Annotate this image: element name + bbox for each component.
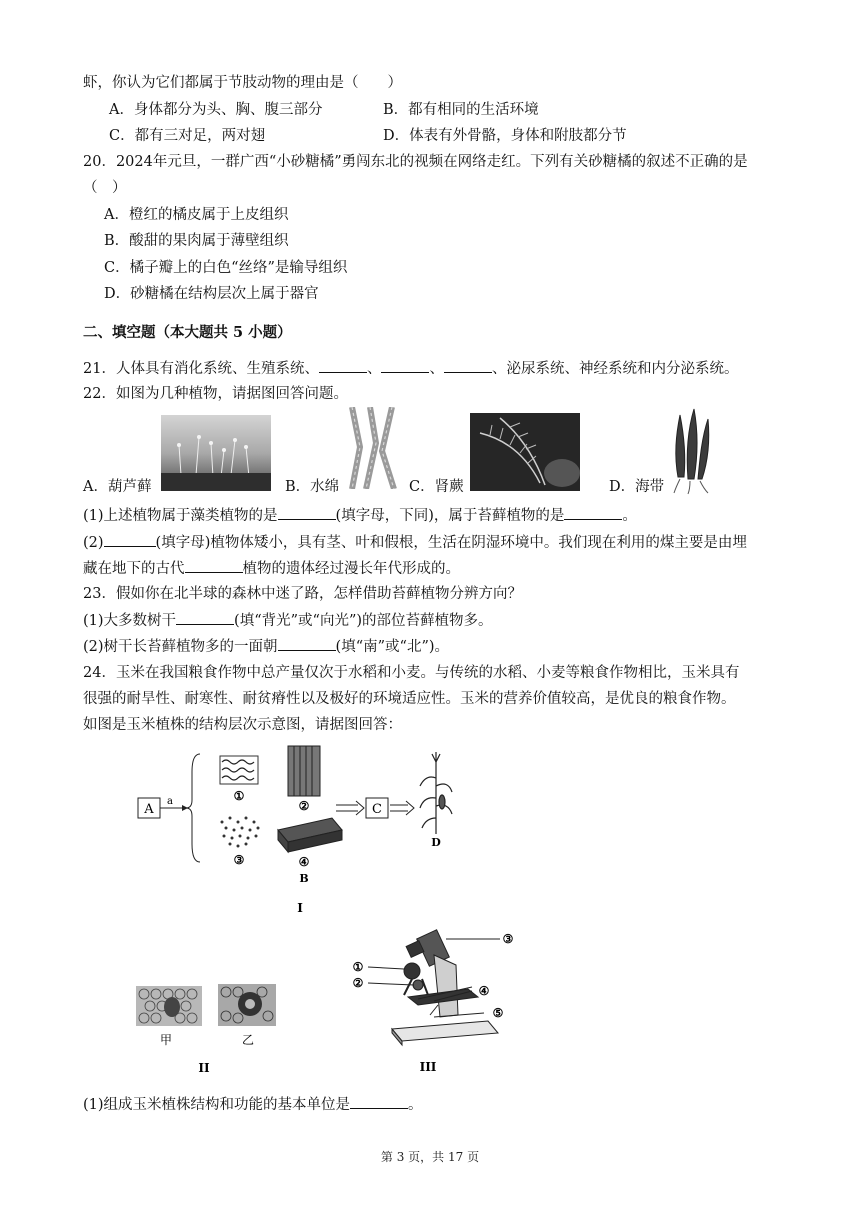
q22-sub1-text-3: 。 xyxy=(622,508,637,524)
q21-text-2: 、泌尿系统、神经系统和内分泌系统。 xyxy=(491,361,739,377)
page-footer: 第 3 页，共 17 页 xyxy=(380,1150,480,1164)
q22-sub1 xyxy=(83,505,637,526)
arrow-a-label: a xyxy=(167,796,173,807)
fig1-num-4: ④ xyxy=(298,855,310,869)
figure-1-structure-levels xyxy=(130,742,470,917)
q23-sub2-text-1: (2)树干长苔藓植物多的一面朝 xyxy=(83,639,278,655)
q21-blank-3[interactable] xyxy=(444,358,492,373)
q20-option-c: C．橘子瓣上的白色“丝络”是输导组织 xyxy=(104,260,348,276)
fig3-num-2: ② xyxy=(352,976,364,990)
q19-option-b: B．都有相同的生活环境 xyxy=(383,102,539,118)
pointer-2 xyxy=(368,983,414,985)
q19-option-d: D．体表有外骨骼，身体和附肢都分节 xyxy=(383,128,627,144)
fig1-label-d: D xyxy=(431,836,441,849)
q24-sub1-blank[interactable] xyxy=(350,1094,408,1109)
fig3-caption: III xyxy=(419,1060,437,1074)
q24-sub1-text-2: 。 xyxy=(408,1097,423,1113)
spirogyra-drawing xyxy=(342,407,406,489)
pointer-1 xyxy=(368,967,404,969)
q22-sub2-blank-1[interactable] xyxy=(104,532,156,547)
q20-answer-paren: （ ） xyxy=(83,180,127,196)
tissue-3-drawing xyxy=(221,817,260,848)
fig3-num-1: ① xyxy=(352,960,364,974)
q23-sub2 xyxy=(83,636,449,657)
section-yi-image xyxy=(218,984,276,1026)
q21-sep-1: 、 xyxy=(366,361,382,377)
q24-sub1-text-1: (1)组成玉米植株结构和功能的基本单位是 xyxy=(83,1097,351,1113)
fig1-num-3: ③ xyxy=(233,853,245,867)
section-yi-label: 乙 xyxy=(241,1033,255,1047)
fig1-num-1: ① xyxy=(233,789,245,803)
fern-photo xyxy=(470,413,580,491)
q24-sub1 xyxy=(83,1094,423,1115)
fig3-num-5: ⑤ xyxy=(492,1006,504,1020)
box-c-label: C xyxy=(372,802,382,817)
fig3-num-4: ④ xyxy=(478,984,490,998)
kelp-drawing xyxy=(670,405,716,495)
q23-sub1-text-1: (1)大多数树干 xyxy=(83,613,177,629)
q24-line-3: 如图是玉米植株的结构层次示意图，请据图回答： xyxy=(83,717,402,733)
q24-line-2: 很强的耐旱性、耐寒性、耐贫瘠性以及极好的环境适应性。玉米的营养价值较高，是优良的粮食作物。 xyxy=(83,691,736,707)
q19-option-a: A．身体都分为头、胸、腹三部分 xyxy=(109,102,323,118)
q22-label-b: B．水绵 xyxy=(285,479,340,495)
q20-option-a: A．橙红的橘皮属于上皮组织 xyxy=(104,207,289,223)
fig1-caption: I xyxy=(297,901,303,915)
section-jia-image xyxy=(136,986,202,1026)
q21-text-1: 21．人体具有消化系统、生殖系统、 xyxy=(83,361,319,377)
q23-sub2-blank[interactable] xyxy=(278,636,336,651)
q22-sub2-text-4: 植物的遗体经过漫长年代形成的。 xyxy=(242,561,460,577)
q23-stem: 23．假如你在北半球的森林中迷了路，怎样借助苔藓植物分辨方向？ xyxy=(83,586,522,602)
q23-sub2-text-2: (填“南”或“北”)。 xyxy=(335,639,450,655)
q22-sub2 xyxy=(83,532,747,553)
q22-sub2-line2 xyxy=(83,558,460,579)
q19-stem-tail: 虾，你认为它们都属于节肢动物的理由是（ ） xyxy=(83,75,402,91)
q20-option-b: B．酸甜的果肉属于薄壁组织 xyxy=(104,233,289,249)
q23-sub1-blank[interactable] xyxy=(176,610,234,625)
tissue-2-drawing xyxy=(288,746,320,796)
q22-sub2-text-1: (2) xyxy=(83,535,104,551)
tissue-1-drawing xyxy=(220,756,258,784)
q20-stem: 20．2024年元旦，一群广西“小砂糖橘”勇闯东北的视频在网络走红。下列有关砂糖橘的叙述不正确的是 xyxy=(83,154,748,170)
q21-line xyxy=(83,358,738,379)
fig3-num-3: ③ xyxy=(502,932,514,946)
q22-label-d: D．海带 xyxy=(609,479,665,495)
q22-stem: 22．如图为几种植物，请据图回答问题。 xyxy=(83,386,348,402)
figure-3-microscope xyxy=(338,925,528,1080)
tissue-4-drawing xyxy=(278,818,342,852)
arrow-to-d xyxy=(390,801,414,815)
q23-sub1-text-2: (填“背光”或“向光”)的部位苔藓植物多。 xyxy=(234,613,493,629)
box-a-label: A xyxy=(144,802,154,817)
q24-line-1: 24．玉米在我国粮食作物中总产量仅次于水稻和小麦。与传统的水稻、小麦等粮食作物相比，玉米具有 xyxy=(83,665,740,681)
q20-option-d: D．砂糖橘在结构层次上属于器官 xyxy=(104,286,319,302)
q22-sub2-text-2: (填字母)植物体矮小，具有茎、叶和假根，生活在阴湿环境中。我们现在利用的煤主要是由埋 xyxy=(155,535,747,551)
corn-plant-drawing xyxy=(420,752,452,834)
fig1-num-2: ② xyxy=(298,799,310,813)
figure-2-stem-sections xyxy=(132,980,282,1078)
brace xyxy=(186,754,200,862)
q22-sub1-text-2: (填字母，下同)，属于苔藓植物的是 xyxy=(335,508,565,524)
fig1-label-b: B xyxy=(299,872,309,885)
q22-sub1-blank-2[interactable] xyxy=(564,505,622,520)
section-title: 二、填空题（本大题共 5 小题） xyxy=(83,324,292,341)
q21-sep-2: 、 xyxy=(429,361,444,377)
q22-sub1-text-1: (1)上述植物属于藻类植物的是 xyxy=(83,508,278,524)
q22-sub2-text-3: 藏在地下的古代 xyxy=(83,561,185,577)
arrow-to-c xyxy=(336,801,364,815)
moss-photo xyxy=(161,415,271,491)
section-jia-label: 甲 xyxy=(159,1033,173,1047)
q22-label-a: A．葫芦藓 xyxy=(83,479,152,495)
q23-sub1 xyxy=(83,610,493,631)
q19-option-c: C．都有三对足，两对翅 xyxy=(109,128,266,144)
q22-label-c: C．肾蕨 xyxy=(409,479,464,495)
q21-blank-2[interactable] xyxy=(381,358,429,373)
q22-sub1-blank-1[interactable] xyxy=(278,505,336,520)
q21-blank-1[interactable] xyxy=(319,358,367,373)
q22-sub2-blank-2[interactable] xyxy=(185,558,243,573)
fig2-caption: II xyxy=(198,1061,210,1075)
